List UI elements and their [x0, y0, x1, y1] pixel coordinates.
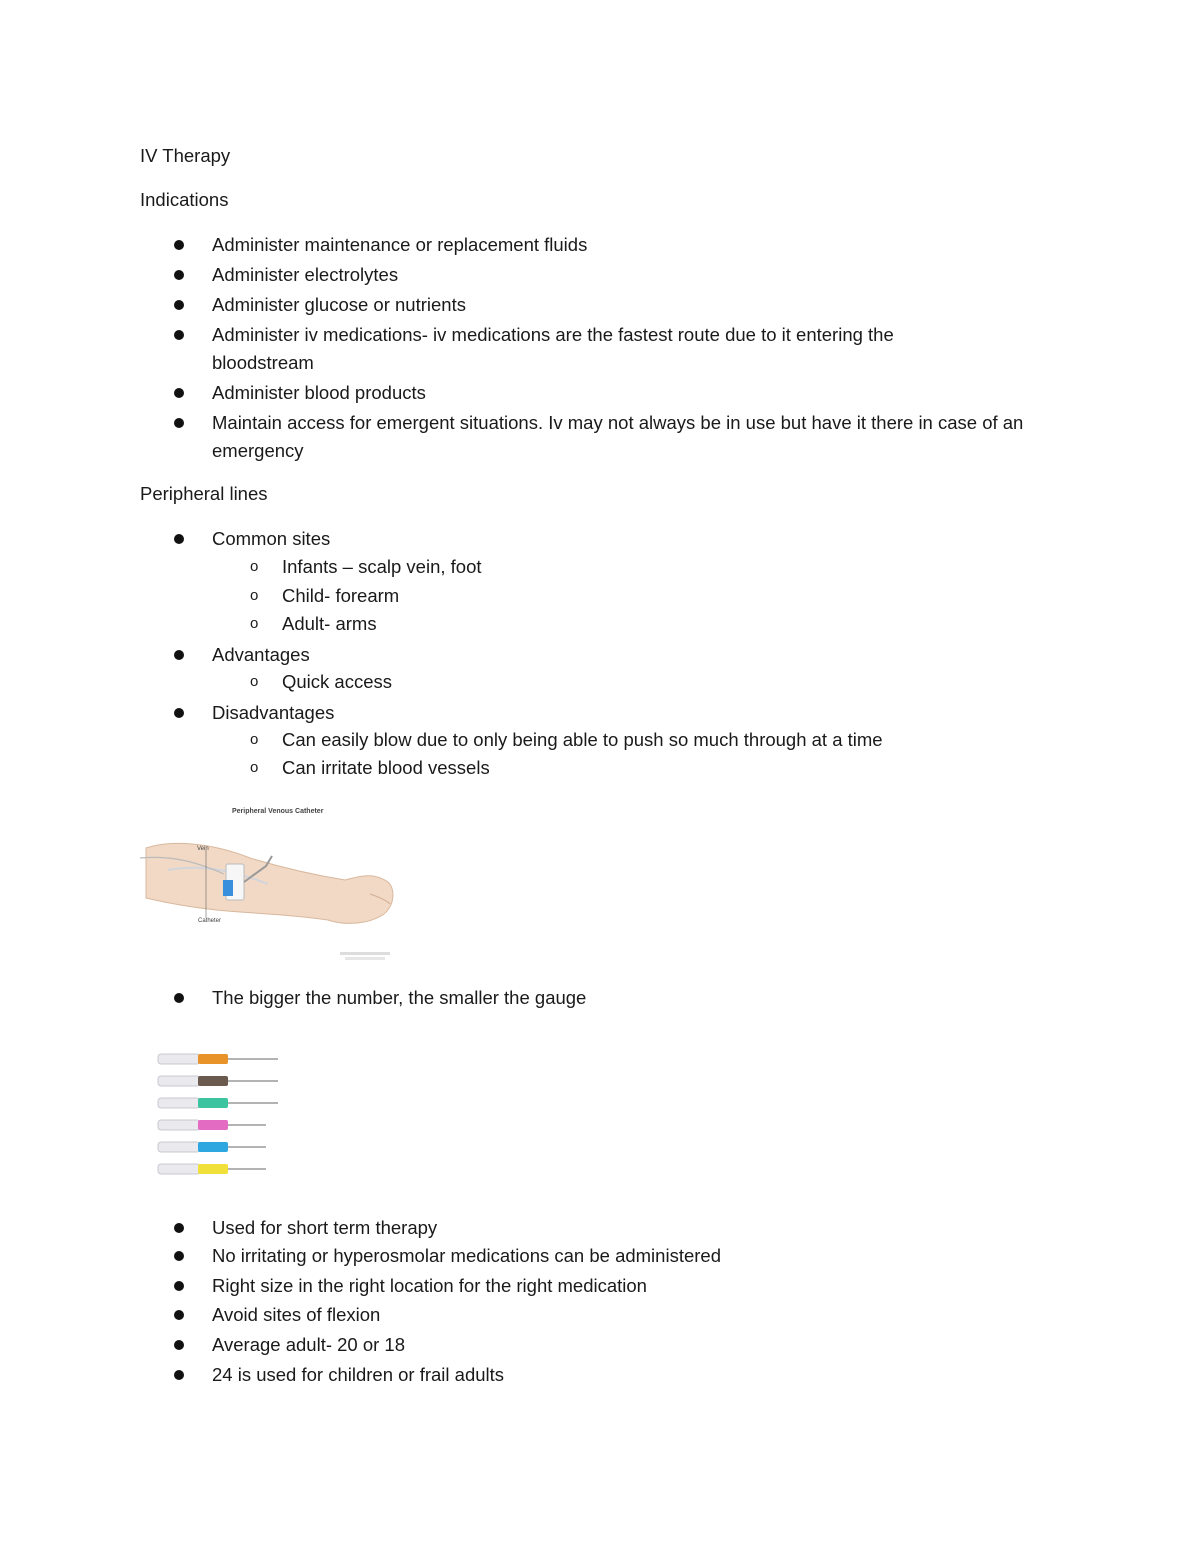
- list-item: Common sites: [212, 528, 331, 549]
- list-item: Disadvantages: [212, 702, 335, 723]
- bullet-icon: [174, 240, 184, 250]
- bullet-icon: [174, 534, 184, 544]
- bullet-icon: [174, 1370, 184, 1380]
- circle-bullet-icon: o: [250, 615, 259, 632]
- list-item: Avoid sites of flexion: [212, 1304, 381, 1325]
- catheter-label: Catheter: [198, 918, 222, 924]
- list-item: No irritating or hyperosmolar medications can be administered: [212, 1245, 721, 1266]
- bullet-icon: [174, 708, 184, 718]
- bullet-icon: [174, 1281, 184, 1291]
- iv-catheter-1: [158, 1054, 278, 1064]
- iv-catheter-2: [158, 1076, 278, 1086]
- list-item: Administer glucose or nutrients: [212, 294, 466, 315]
- circle-bullet-icon: o: [250, 587, 259, 604]
- sub-list-item: Adult- arms: [282, 613, 377, 634]
- list-item: Average adult- 20 or 18: [212, 1334, 406, 1355]
- iv-catheter-5: [158, 1142, 266, 1152]
- bullet-icon: [174, 650, 184, 660]
- sub-list-item: Quick access: [282, 671, 393, 692]
- sub-list-item: Can irritate blood vessels: [282, 757, 490, 778]
- peripheral-catheter-figure: [140, 800, 410, 965]
- bullet-icon: [174, 418, 184, 428]
- circle-bullet-icon: o: [250, 673, 259, 690]
- sub-list-item: Can easily blow due to only being able to push so much through at a time: [282, 729, 883, 750]
- vein-label: Vein: [197, 846, 209, 852]
- figure-caption: Peripheral Venous Catheter: [232, 808, 324, 815]
- iv-catheter-3: [158, 1098, 278, 1108]
- indications-heading: Indications: [140, 189, 229, 210]
- list-item: Administer maintenance or replacement fluids: [212, 234, 588, 255]
- iv-catheter-4: [158, 1120, 266, 1130]
- list-item: Advantages: [212, 644, 310, 665]
- list-item: Used for short term therapy: [212, 1217, 438, 1238]
- circle-bullet-icon: o: [250, 558, 259, 575]
- peripheral-heading: Peripheral lines: [140, 483, 268, 504]
- list-item: Right size in the right location for the right medication: [212, 1275, 647, 1296]
- bullet-icon: [174, 993, 184, 1003]
- bullet-icon: [174, 1310, 184, 1320]
- list-item: Administer electrolytes: [212, 264, 399, 285]
- bullet-icon: [174, 330, 184, 340]
- bullet-icon: [174, 1340, 184, 1350]
- sub-list-item: Child- forearm: [282, 585, 400, 606]
- list-item: Maintain access for emergent situations. Iv may not always be in use but have it there in case of an emergency: [212, 412, 1024, 461]
- list-item: 24 is used for children or frail adults: [212, 1364, 505, 1385]
- list-item: The bigger the number, the smaller the gauge: [212, 987, 587, 1008]
- document-title: IV Therapy: [140, 145, 231, 166]
- bullet-icon: [174, 388, 184, 398]
- bullet-icon: [174, 300, 184, 310]
- sub-list-item: Infants – scalp vein, foot: [282, 556, 482, 577]
- iv-catheter-gauges-figure: [150, 1045, 285, 1185]
- list-item: Administer iv medications- iv medications are the fastest route due to it entering the bloodstream: [212, 324, 894, 373]
- bullet-icon: [174, 1251, 184, 1261]
- iv-catheter-6: [158, 1164, 266, 1174]
- circle-bullet-icon: o: [250, 731, 259, 748]
- bullet-icon: [174, 270, 184, 280]
- circle-bullet-icon: o: [250, 759, 259, 776]
- list-item: Administer blood products: [212, 382, 426, 403]
- bullet-icon: [174, 1223, 184, 1233]
